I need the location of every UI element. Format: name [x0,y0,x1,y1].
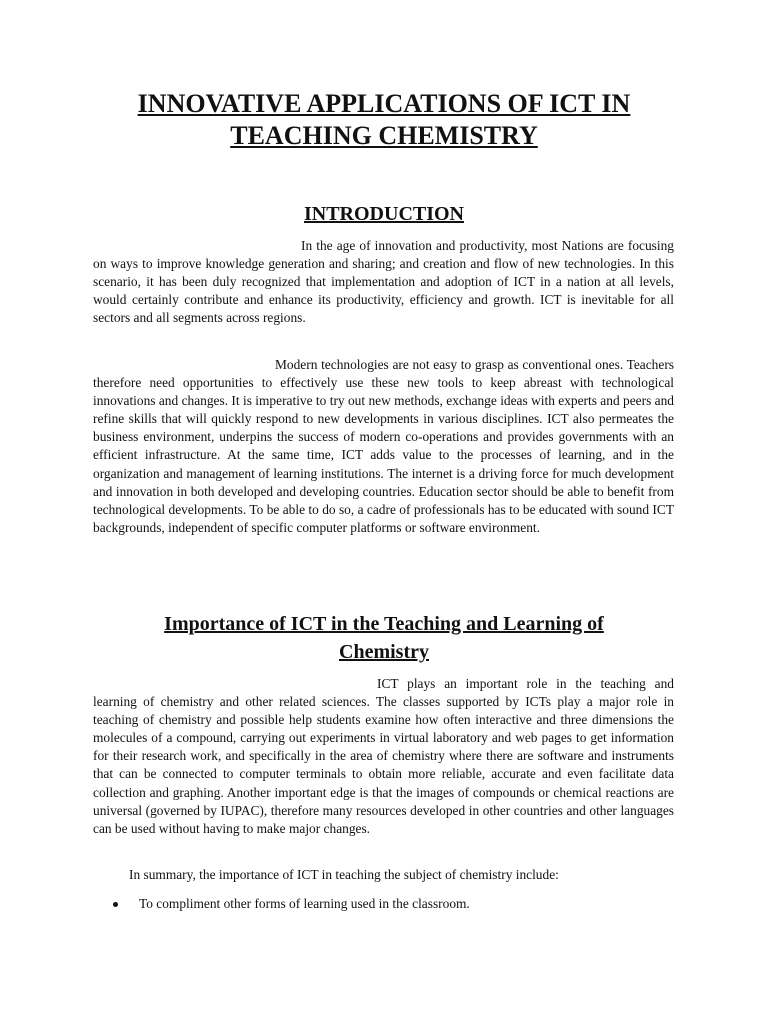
summary-text: In summary, the importance of ICT in teaching the subject of chemistry include: [129,867,559,882]
title-line-2: TEACHING CHEMISTRY [230,121,538,150]
document-title [40,88,728,152]
importance-heading [40,610,728,666]
importance-heading-line-1: Importance of ICT in the Teaching and Learning of [164,613,604,635]
title-line-1: INNOVATIVE APPLICATIONS OF ICT IN [137,89,631,118]
list-item-text: To compliment other forms of learning used in the classroom. [139,896,470,911]
list-item [113,895,470,913]
importance-paragraph: ICT plays an important role in the teaching and learning of chemistry and other related sciences. The classes supported by ICTs play a major role in teaching of chemistry and possible help students examine how often interactive and three dimensions the molecules of a compound, carrying out experiments in virtual laboratory and web pages to get information for their research work, and specifically in the area of chemistry where there are software and instruments that can be connected to computer terminals to obtain more reliable, accurate and even facilitate data collection and graphing. Another important edge is that the images of compounds or chemical reactions are universal (governed by IUPAC), therefore many resources developed in other countries and other languages can be used without having to make major changes. [93,676,674,836]
importance-list [113,895,470,913]
intro-paragraph-2: Modern technologies are not easy to grasp as conventional ones. Teachers therefore need opportunities to effectively use these new tools to keep abreast with technological innovations and changes. It is imperative to try out new methods, exchange ideas with experts and peers and refine skills that will quickly respond to new developments in various disciplines. ICT also permeates the business environment, underpins the success of modern co-operations and provides governments with an efficient infrastructure. At the same time, ICT adds value to the processes of learning, and in the organization and management of learning institutions. The internet is a driving force for much development and innovation in both developed and developing countries. Education sector should be able to benefit from technological developments. To be able to do so, a cadre of professionals has to be educated with sound ICT backgrounds, independent of specific computer platforms or software environment. [93,357,674,535]
introduction-heading: INTRODUCTION [303,203,465,225]
bullet-icon [113,902,118,907]
importance-heading-line-2: Chemistry [339,641,429,663]
intro-paragraph-1: In the age of innovation and productivity, most Nations are focusing on ways to improve knowledge generation and sharing; and creation and flow of new technologies. In this scenario, it has been duly recognized that implementation and adoption of ICT in a nation at all levels, would certainly contribute and enhance its productivity, efficiency and growth. ICT is inevitable for all sectors and all segments across regions. [93,238,674,326]
